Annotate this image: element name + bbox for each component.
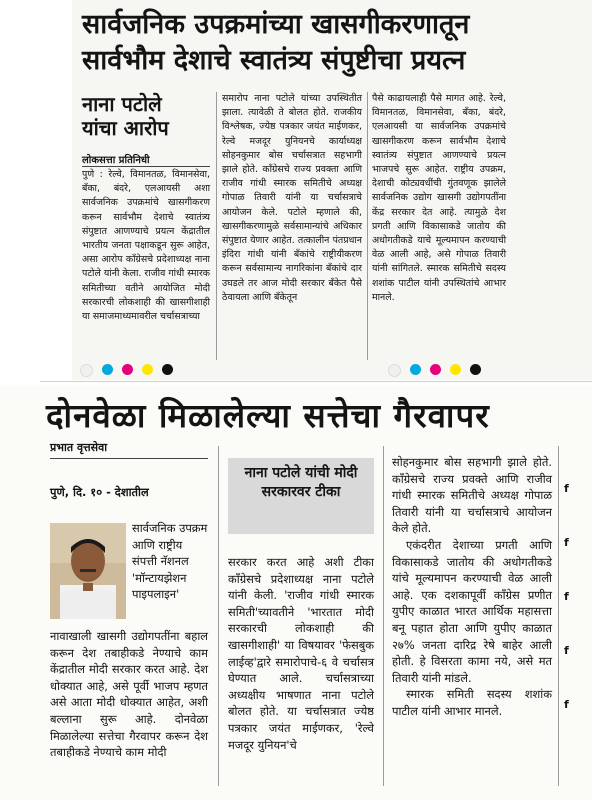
portrait-image-icon [50,523,126,619]
byline: लोकसत्ता प्रतिनिधी [82,155,150,166]
column-divider [558,446,559,786]
portrait-photo [50,523,126,619]
cut-text-fragment: f [564,644,569,657]
cut-text-fragment: f [564,590,569,603]
headline-line-2: सार्वभौम देशाचे स्वातंत्र्य संपुष्टीचा प्रयत्न [82,45,466,76]
byline: प्रभात वृत्तसेवा [50,441,108,454]
column-divider [383,446,384,786]
cut-text-fragment: f [564,698,569,711]
cut-text-fragment: f [564,482,569,495]
text-beside-photo: सार्वजनिक उपक्रम आणि राष्ट्रीय संपत्ती नॅशनल 'मॉन्टायझेशन पाइपलाइन' [132,521,208,602]
byline-rule [82,166,210,167]
article-column-2: सरकार करत आहे अशी टीका काँग्रेसचे प्रदेशाध्यक्ष नाना पटोले यांनी केली. 'राजीव गांधी स्मारक समिती'च्यावतीने 'भारतात मोदी सरकारची लोकशाही की खासगीशाही' या विषयावर 'फेसबुक लाईव्ह'द्वारे समारोपाचे-६ वे चर्चासत्र घेण्यात आले. चर्चासत्राच्या अध्यक्षीय भाषणात नाना पटोले बोलत होते. या चर्चासत्रात ज्येष्ठ पत्रकार जयंत माईणकर, 'रेल्वे मजदूर युनियन'चे [228,555,374,752]
subheadline: नाना पटोले यांचा आरोप [82,92,169,140]
article-column-3: पैसे काढायलाही पैसे मागत आहे. रेल्वे, विमानतळ, विमानसेवा, बँका, बंदरे, एलआयसी या सार्वजनिक उपक्रमांचे खासगीकरण करून सार्वभौम देशाचे स्वातंत्र्य संपुष्टात आणण्याचे प्रयत्न भाजपचे सुरू आहेत. राष्ट्रीय उपक्रम, देशाची कोट्यवधींची गुंतवणूक झालेले सार्वजनिक उद्योग खासगी उद्योगपतींना केंद्र सरकार देत आहे. त्यामुळे देश प्रगती आणि विकासाकडे जातोय की अधोगतीकडे याचे मूल्यमापन करण्याची वेळ आली आहे, असे गोपाळ तिवारी यांनी सांगितले. स्मारक समितीचे सदस्य शशांक पाटील यांनी उपस्थितांचे आभार मानले. [372,93,506,303]
headline: दोनवेळा मिळालेल्या सत्तेचा गैरवापर [46,396,490,435]
column-divider [218,446,219,786]
article-dateline: पुणे, दि. १० - देशातील [50,485,149,499]
article-column-1: पुणे : रेल्वे, विमानतळ, विमानसेवा, बँका, बंदरे, एलआयसी अशा सार्वजनिक उपक्रमांचे खासगीकरण करून सार्वभौम देशाचे स्वातंत्र्य संपुष्टात आणण्याचे प्रयत्न केंद्रातील भारतीय जनता पक्षाकडून सुरू आहेत, असा आरोप काँग्रेसचे प्रदेशाध्यक्ष नाना पटोले यांनी केला. राजीव गांधी स्मारक समितीच्या वतीने आयोजित मोदी सरकारची लोकशाही की खासगीशाही या समाजमाध्यमावरील चर्चासत्राच्या [82,169,210,323]
article-column-1: नावाखाली खासगी उद्योगपतींना बहाल करून देश तबाहीकडे नेण्याचे काम केंद्रातील मोदी सरकार करत आहे. देश धोक्यात आहे, असे पूर्वी भाजप म्हणत असे आता मोदी धोक्यात आहेत, अशी बल्लाना सुरू आहे. दोनवेळा मिळालेल्या सत्तेचा गैरवापर करून देश तबाहीकडे नेण्याचे काम मोदी [50,629,208,760]
column-divider [367,92,368,360]
column-divider [216,92,217,360]
byline-rule [50,458,208,459]
boxed-subheadline: नाना पटोले यांची मोदी सरकारवर टीका [228,458,374,534]
headline-line-1: सार्वजनिक उपक्रमांच्या खासगीकरणातून [82,9,470,40]
article-column-3: सोहनकुमार बोस सहभागी झाले होते. काँग्रेसचे राज्य प्रवक्ते आणि राजीव गांधी स्मारक समितीचे अध्यक्ष गोपाळ तिवारी यांनी या चर्चासत्राचे आयोजन केले होते. एकंदरीत देशाच्या प्रगती आणि विकासाकडे जातोय की अधोगतीकडे यांचे मूल्यमापन करण्याची वेळ आली आहे. एक दशकापूर्वी काँग्रेस प्रणीत युपीए काळात भारत आर्थिक महासत्ता बनू पहात होता आणि युपीए काळात २७% जनता दारिद्र रेषे बाहेर आली होती. हे विसरता कामा नये, असे मत तिवारी यांनी मांडले. स्मारक समिती सदस्य शशांक पाटील यांनी आभार मानले. [392,455,552,718]
clipping-separator [40,381,592,382]
cut-text-fragment: f [564,536,569,549]
news-clipping-prabhat [0,386,592,800]
news-clipping-loksatta [72,0,592,380]
article-column-2: समारोप नाना पटोले यांच्या उपस्थितीत झाला. त्यावेळी ते बोलत होते. राजकीय विश्लेषक, ज्येष्ठ पत्रकार जयंत माईणकर, रेल्वे मजदूर युनियनचे कार्याध्यक्ष सोहनकुमार बोस चर्चासत्रात सहभागी झाले होते. काँग्रेसचे राज्य प्रवक्ता आणि राजीव गांधी स्मारक समितीचे अध्यक्ष गोपाळ तिवारी यांनी या चर्चासत्राचे आयोजन केले. पटोले म्हणाले की, खासगीकरणामुळे सर्वसामान्यांचे अधिकार संपुष्टात येणार आहेत. तत्कालीन पंतप्रधान इंदिरा गांधी यांनी बँकांचे राष्ट्रीयीकरण करून सर्वसामान्य नागरिकांना बँकांचे दार उघडले तर आज मोदी सरकार बँकेत पैसे ठेवायला आणि बँकेतून [222,93,362,303]
